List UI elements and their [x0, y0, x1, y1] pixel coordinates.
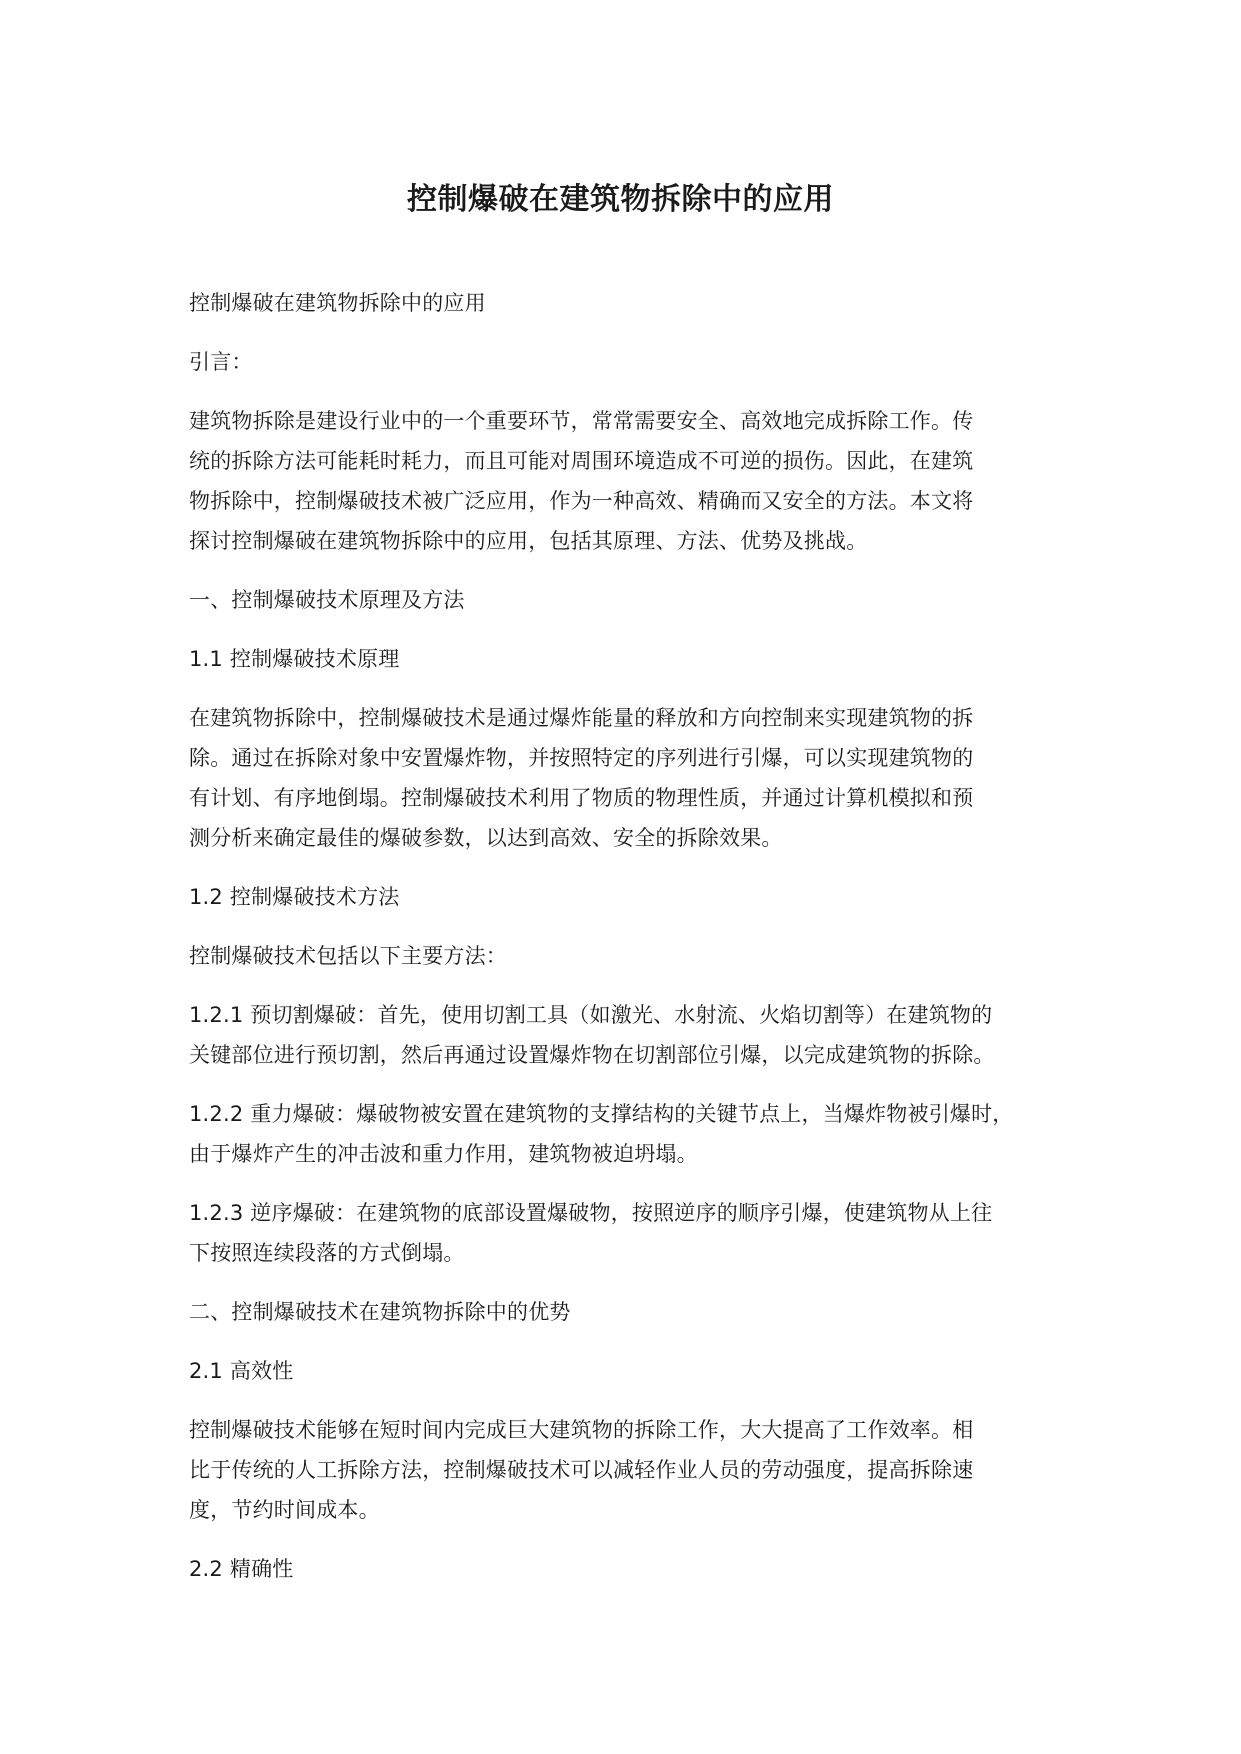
paragraph-principle	[189, 698, 1079, 858]
paragraph-intro-heading	[189, 342, 1079, 382]
paragraph-subtitle	[189, 283, 1079, 323]
text-line: 建筑物拆除是建设行业中的一个重要环节，常常需要安全、高效地完成拆除工作。传	[189, 409, 974, 433]
document-body	[189, 283, 1079, 1589]
subsection-heading-1-1	[189, 639, 1079, 679]
text-line: 二、控制爆破技术在建筑物拆除中的优势	[189, 1300, 571, 1324]
document-title: 控制爆破在建筑物拆除中的应用	[407, 182, 834, 217]
text-line: 除。通过在拆除对象中安置爆炸物，并按照特定的序列进行引爆，可以实现建筑物的	[189, 746, 974, 770]
section-heading-1	[189, 580, 1079, 620]
text-line: 一、控制爆破技术原理及方法	[189, 588, 465, 612]
text-line: 1.1 控制爆破技术原理	[189, 647, 400, 671]
text-line: 1.2.3 逆序爆破：在建筑物的底部设置爆破物，按照逆序的顺序引爆，使建筑物从上往	[189, 1201, 993, 1225]
subsection-heading-1-2	[189, 877, 1079, 917]
paragraph-method-1-2-3	[189, 1193, 1079, 1273]
paragraph-method-1-2-1	[189, 995, 1079, 1075]
text-line: 测分析来确定最佳的爆破参数，以达到高效、安全的拆除效果。	[189, 826, 783, 850]
text-line: 关键部位进行预切割，然后再通过设置爆炸物在切割部位引爆，以完成建筑物的拆除。	[189, 1043, 995, 1067]
text-line: 度，节约时间成本。	[189, 1498, 380, 1522]
text-line: 探讨控制爆破在建筑物拆除中的应用，包括其原理、方法、优势及挑战。	[189, 529, 868, 553]
text-line: 1.2.2 重力爆破：爆破物被安置在建筑物的支撑结构的关键节点上，当爆炸物被引爆时，	[189, 1102, 1014, 1126]
text-line: 控制爆破技术能够在短时间内完成巨大建筑物的拆除工作，大大提高了工作效率。相	[189, 1418, 974, 1442]
paragraph-intro	[189, 401, 1079, 561]
text-line: 引言：	[189, 350, 253, 374]
text-line: 物拆除中，控制爆破技术被广泛应用，作为一种高效、精确而又安全的方法。本文将	[189, 489, 974, 513]
text-line: 比于传统的人工拆除方法，控制爆破技术可以减轻作业人员的劳动强度，提高拆除速	[189, 1458, 974, 1482]
text-line: 统的拆除方法可能耗时耗力，而且可能对周围环境造成不可逆的损伤。因此，在建筑	[189, 449, 974, 473]
text-line: 有计划、有序地倒塌。控制爆破技术利用了物质的物理性质，并通过计算机模拟和预	[189, 786, 974, 810]
paragraph-methods-intro	[189, 936, 1079, 976]
subsection-heading-2-1	[189, 1351, 1079, 1391]
text-line: 2.1 高效性	[189, 1359, 294, 1383]
paragraph-efficiency	[189, 1410, 1079, 1530]
text-line: 下按照连续段落的方式倒塌。	[189, 1241, 465, 1265]
paragraph-method-1-2-2	[189, 1094, 1079, 1174]
text-line: 由于爆炸产生的冲击波和重力作用，建筑物被迫坍塌。	[189, 1142, 698, 1166]
text-line: 控制爆破技术包括以下主要方法：	[189, 944, 507, 968]
text-line: 控制爆破在建筑物拆除中的应用	[189, 291, 486, 315]
text-line: 在建筑物拆除中，控制爆破技术是通过爆炸能量的释放和方向控制来实现建筑物的拆	[189, 706, 974, 730]
subsection-heading-2-2	[189, 1549, 1079, 1589]
text-line: 1.2.1 预切割爆破：首先，使用切割工具（如激光、水射流、火焰切割等）在建筑物的	[189, 1003, 993, 1027]
section-heading-2	[189, 1292, 1079, 1332]
text-line: 1.2 控制爆破技术方法	[189, 885, 400, 909]
text-line: 2.2 精确性	[189, 1557, 294, 1581]
